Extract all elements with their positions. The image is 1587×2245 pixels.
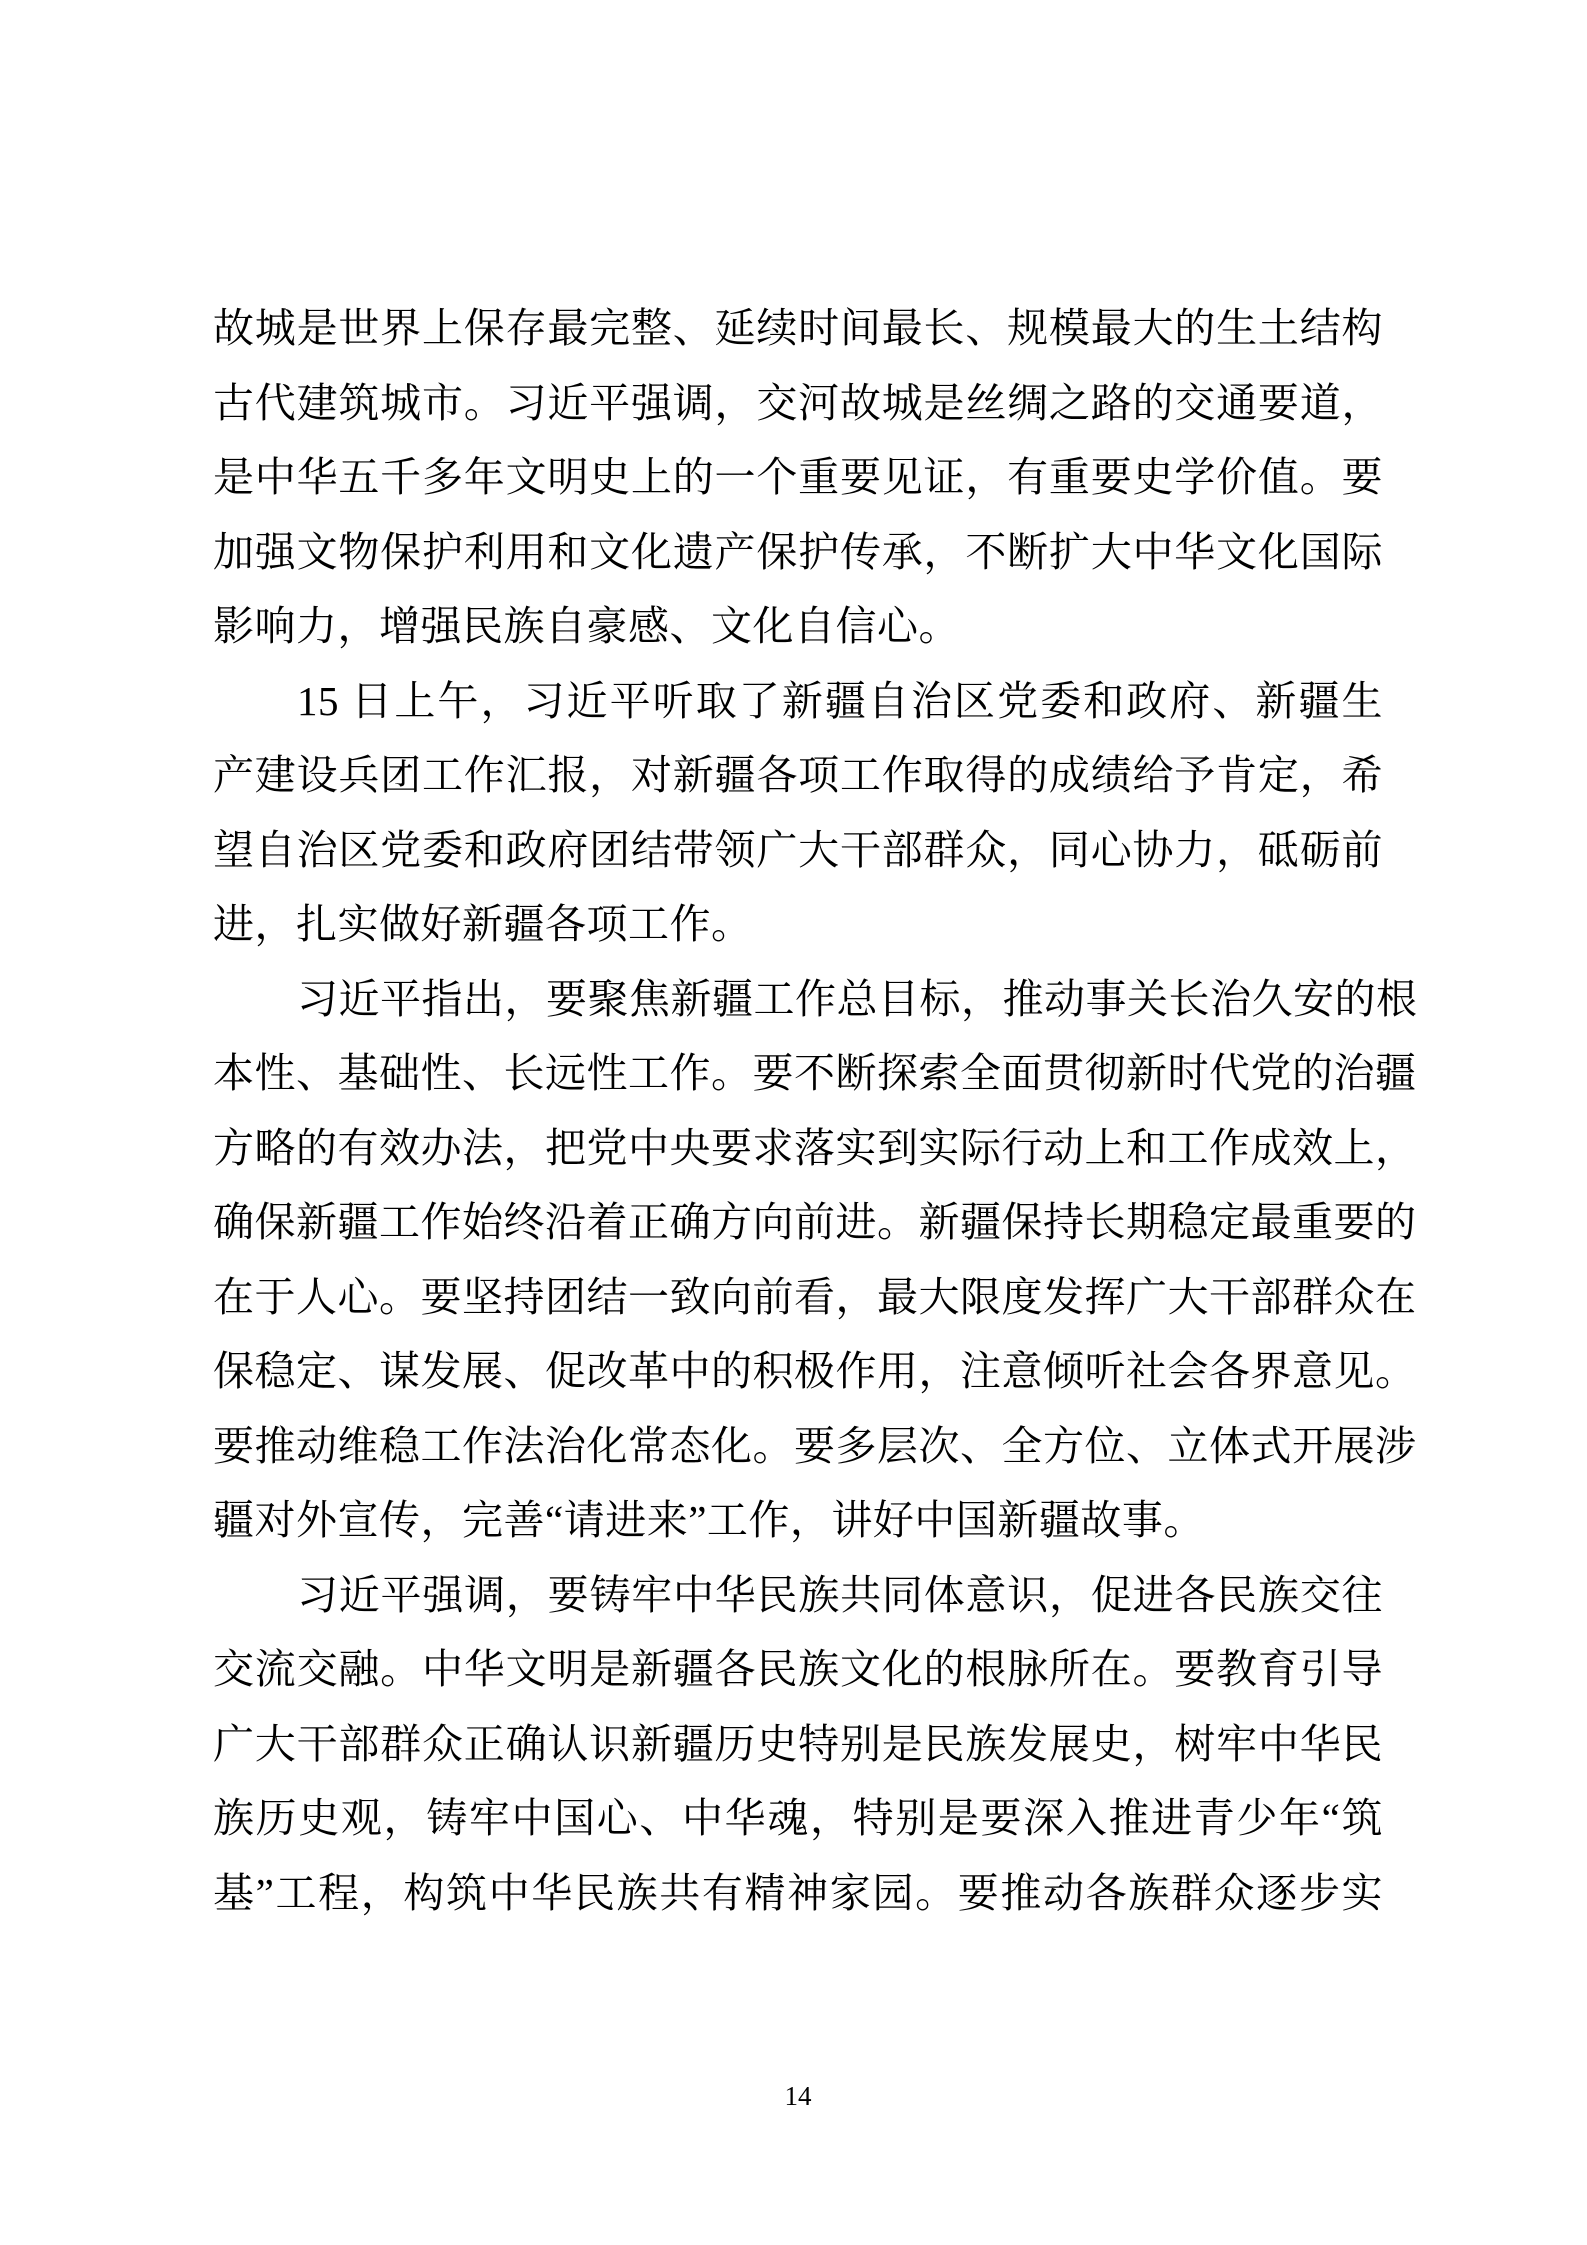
text-line-p3-6: 保稳定、谋发展、促改革中的积极作用，注意倾听社会各界意见。	[213, 1348, 1417, 1394]
text-line-p3-7: 要推动维稳工作法治化常态化。要多层次、全方位、立体式开展涉	[213, 1422, 1417, 1469]
text-line-p1-3: 是中华五千多年文明史上的一个重要见证，有重要史学价值。要	[213, 454, 1383, 500]
text-line-p1-1: 故城是世界上保存最完整、延续时间最长、规模最大的生土结构	[213, 305, 1383, 351]
text-line-p2-2: 产建设兵团工作汇报，对新疆各项工作取得的成绩给予肯定，希	[213, 752, 1383, 798]
text-line-p3-4: 确保新疆工作始终沿着正确方向前进。新疆保持长期稳定最重要的	[213, 1199, 1417, 1245]
text-line-p3-3: 方略的有效办法，把党中央要求落实到实际行动上和工作成效上，	[213, 1124, 1417, 1171]
text-line-p1-2: 古代建筑城市。习近平强调，交河故城是丝绸之路的交通要道，	[213, 379, 1383, 426]
text-line-p3-8: 疆对外宣传，完善“请进来”工作，讲好中国新疆故事。	[213, 1497, 1205, 1543]
text-line-p4-2: 交流交融。中华文明是新疆各民族文化的根脉所在。要教育引导	[213, 1646, 1383, 1692]
text-line-p4-5: 基”工程，构筑中华民族共有精神家园。要推动各族群众逐步实	[213, 1869, 1383, 1916]
text-line-p3-1: 习近平指出，要聚焦新疆工作总目标，推动事关长治久安的根	[297, 975, 1418, 1022]
text-line-p4-1: 习近平强调，要铸牢中华民族共同体意识，促进各民族交往	[297, 1571, 1383, 1618]
text-line-p4-3: 广大干部群众正确认识新疆历史特别是民族发展史，树牢中华民	[213, 1720, 1383, 1767]
text-line-p1-4: 加强文物保护利用和文化遗产保护传承，不断扩大中华文化国际	[213, 528, 1383, 575]
text-line-p2-4: 进，扎实做好新疆各项工作。	[213, 901, 753, 947]
document-body	[213, 291, 1418, 1930]
text-line-p3-2: 本性、基础性、长远性工作。要不断探索全面贯彻新时代党的治疆	[213, 1050, 1417, 1096]
text-line-p2-1: 15 日上午，习近平听取了新疆自治区党委和政府、新疆生	[297, 677, 1383, 724]
text-line-p2-3: 望自治区党委和政府团结带领广大干部群众，同心协力，砥砺前	[213, 826, 1383, 873]
page-number: 14	[784, 2081, 812, 2111]
text-line-p3-5: 在于人心。要坚持团结一致向前看，最大限度发挥广大干部群众在	[213, 1273, 1417, 1320]
text-line-p1-5: 影响力，增强民族自豪感、文化自信心。	[213, 603, 960, 649]
text-line-p4-4: 族历史观，铸牢中国心、中华魂，特别是要深入推进青少年“筑	[213, 1795, 1383, 1841]
